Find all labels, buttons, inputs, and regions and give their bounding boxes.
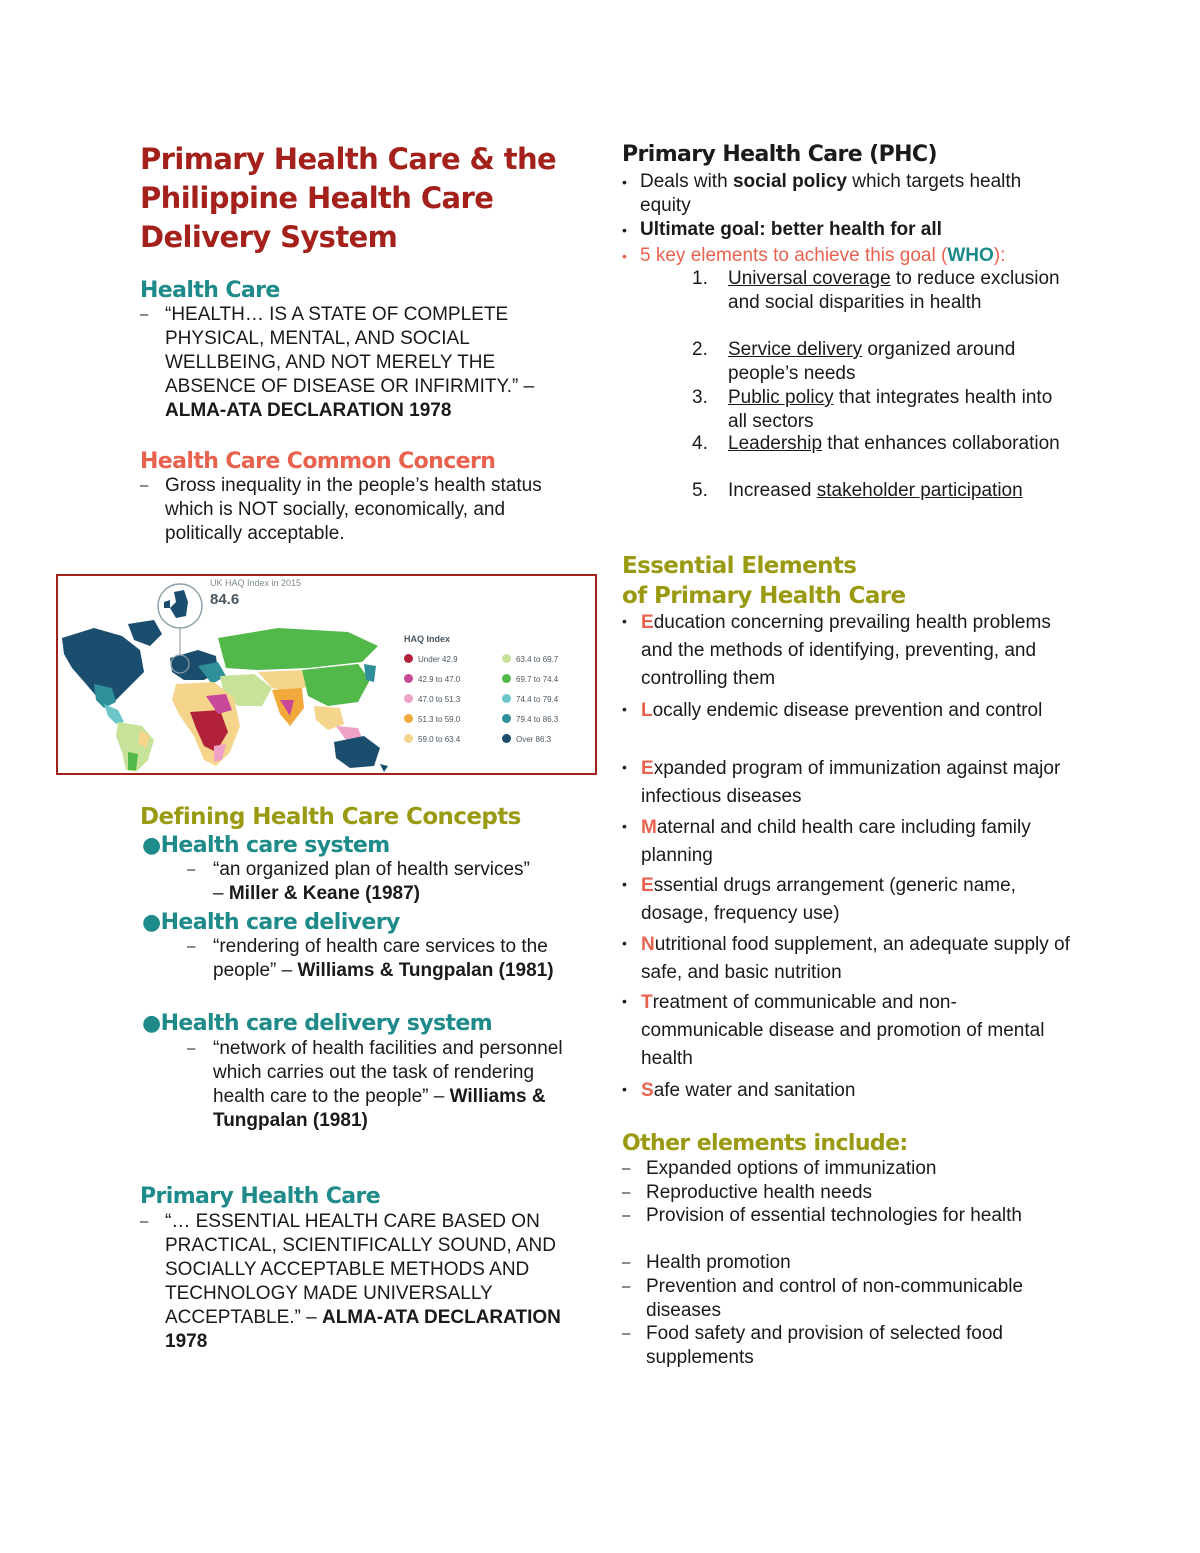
map-title: UK HAQ Index in 2015	[210, 578, 302, 588]
legend-item	[404, 714, 460, 724]
other-element-text: Expanded options of immunization	[646, 1158, 937, 1179]
dash-marker: –	[622, 1325, 631, 1342]
concept-term-health-care-system	[142, 832, 390, 860]
key-element-number: 5.	[692, 480, 708, 501]
concept-definition-3	[187, 1037, 583, 1133]
other-element-text: Provision of essential technologies for health	[646, 1205, 1023, 1226]
common-concern-text-item	[140, 474, 585, 546]
health-care-heading: Health Care	[140, 278, 280, 303]
essential-element-text	[622, 989, 1072, 1073]
health-definition-source: ALMA-ATA DECLARATION 1978	[165, 400, 452, 421]
dash-marker: –	[622, 1160, 631, 1177]
other-element-text: Health promotion	[646, 1252, 791, 1273]
bullet-dot: •	[622, 248, 627, 264]
concept-term-health-care-delivery-system	[142, 1010, 492, 1038]
bullet-dot: •	[622, 818, 627, 834]
concept-term-label: Health care delivery system	[160, 1011, 493, 1036]
essential-element-item	[622, 814, 1072, 870]
essential-element-text	[622, 814, 1072, 870]
essential-first-letter: E	[641, 875, 654, 896]
phc-bullet-social-policy	[622, 170, 1072, 218]
concept-term-health-care-delivery	[142, 909, 400, 937]
essential-element-text	[622, 872, 1072, 928]
key-element-pre: Increased	[728, 480, 817, 501]
who-label: WHO	[947, 245, 994, 266]
concept-source: Williams & Tungpalan (1981)	[213, 1086, 546, 1131]
phc-bullet-ultimate-goal	[622, 218, 1072, 242]
other-element-item	[622, 1251, 1072, 1275]
dash-marker: –	[187, 861, 196, 878]
legend-item	[502, 674, 558, 684]
phc-quote: “… ESSENTIAL HEALTH CARE BASED ON PRACTICAL, SCIENTIFICALLY SOUND, AND SOCIALLY ACCEPTABLE METHODS AND TECHNOLOGY MADE UNIVERSALLY ACCEPTABLE.” –	[165, 1211, 556, 1328]
essential-heading-line1: Essential Elements	[622, 553, 857, 579]
essential-rest: utritional food supplement, an adequate supply of safe, and basic nutrition	[641, 934, 1070, 983]
key-element-item	[622, 386, 1072, 434]
other-element-item	[622, 1322, 1072, 1370]
essential-rest: afe water and sanitation	[653, 1080, 856, 1101]
legend-label: 74.4 to 79.4	[516, 695, 559, 704]
legend-item	[502, 734, 551, 744]
legend-label: 51.3 to 59.0	[418, 715, 461, 724]
key-element-item	[622, 267, 1072, 315]
common-concern-text: Gross inequality in the people’s health status which is NOT socially, economically, and politically acceptable.	[165, 475, 542, 544]
concept-quote: “an organized plan of health services”	[213, 859, 530, 880]
phc-definition	[140, 1210, 585, 1354]
bullet-dot: ●	[142, 1011, 161, 1036]
key-element-term: Public policy	[728, 387, 834, 408]
essential-element-item	[622, 697, 1072, 725]
legend-label: Under 42.9	[418, 655, 458, 664]
key-element-post: organized around people’s needs	[728, 339, 1016, 384]
essential-first-letter: T	[641, 992, 653, 1013]
concept-term-label: Health care system	[160, 833, 390, 858]
concept-definition-2	[187, 935, 608, 983]
essential-element-item	[622, 872, 1072, 928]
key-element-item	[622, 338, 1072, 386]
legend-label: 79.4 to 86.3	[516, 715, 559, 724]
concept-definition-1	[187, 858, 608, 906]
legend-item	[502, 654, 558, 664]
essential-first-letter: S	[641, 1080, 654, 1101]
key-element-term: stakeholder participation	[816, 480, 1023, 501]
bullet-dot: •	[622, 174, 627, 190]
bullet-dot: •	[622, 222, 627, 238]
dash-marker: –	[140, 477, 149, 494]
legend-swatch	[404, 734, 413, 743]
dash-marker: –	[622, 1184, 631, 1201]
legend-title: HAQ Index	[404, 634, 451, 644]
legend-item	[404, 654, 458, 664]
key-element-post: that enhances collaboration	[822, 433, 1060, 454]
legend-label: Over 86.3	[516, 735, 552, 744]
key-element-post: to reduce exclusion and social disparities in health	[728, 268, 1060, 313]
bullet-bold: social policy	[732, 171, 847, 192]
other-element-item	[622, 1204, 1072, 1228]
bullet-text: ):	[993, 245, 1006, 266]
concept-term-label: Health care delivery	[160, 910, 400, 935]
key-element-item	[622, 479, 1072, 503]
essential-rest: ocally endemic disease prevention and control	[652, 700, 1043, 721]
essential-heading-line2: of Primary Health Care	[622, 583, 906, 609]
legend-swatch	[404, 674, 413, 683]
essential-element-item	[622, 931, 1072, 987]
legend-label: 63.4 to 69.7	[516, 655, 559, 664]
dash-marker: –	[140, 306, 149, 323]
key-element-number: 3.	[692, 387, 708, 408]
essential-first-letter: M	[641, 817, 657, 838]
essential-element-item	[622, 609, 1072, 693]
essential-element-text	[622, 931, 1072, 987]
essential-rest: ducation concerning prevailing health problems and the methods of identifying, preventing, and controlling them	[641, 612, 1051, 689]
key-element-text	[622, 432, 1072, 456]
concept-sep: –	[213, 883, 224, 904]
legend-swatch	[502, 674, 511, 683]
key-element-text	[622, 267, 1072, 315]
other-element-item	[622, 1157, 1072, 1181]
legend-label: 69.7 to 74.4	[516, 675, 559, 684]
other-element-item	[622, 1275, 1072, 1323]
essential-first-letter: E	[641, 612, 654, 633]
dash-marker: –	[140, 1213, 149, 1230]
essential-element-item	[622, 1077, 1072, 1105]
other-element-text: Food safety and provision of selected food supplements	[646, 1323, 1004, 1368]
dash-marker: –	[622, 1278, 631, 1295]
legend-swatch	[404, 694, 413, 703]
essential-rest: ssential drugs arrangement (generic name, dosage, frequency use)	[641, 875, 1016, 924]
health-care-definition	[140, 303, 585, 423]
essential-element-text	[622, 755, 1072, 811]
legend-item	[404, 694, 460, 704]
haq-world-map	[56, 574, 597, 775]
bullet-text: 5 key elements to achieve this goal (	[640, 245, 948, 266]
concept-source: Miller & Keane (1987)	[228, 883, 420, 904]
essential-element-item	[622, 755, 1072, 811]
other-elements-heading: Other elements include:	[622, 1131, 908, 1156]
essential-rest: xpanded program of immunization against major infectious diseases	[641, 758, 1061, 807]
bullet-bold: Ultimate goal: better health for all	[640, 219, 942, 240]
legend-item	[404, 734, 460, 744]
essential-first-letter: E	[641, 758, 654, 779]
bullet-dot: •	[622, 935, 627, 951]
essential-rest: reatment of communicable and non-communicable disease and promotion of mental health	[641, 992, 1045, 1069]
essential-element-text	[622, 697, 1072, 725]
legend-label: 59.0 to 63.4	[418, 735, 461, 744]
dash-marker: –	[622, 1254, 631, 1271]
phc-heading: Primary Health Care	[140, 1184, 381, 1209]
concept-quote: “rendering of health care services to the people” –	[213, 936, 548, 981]
dash-marker: –	[187, 938, 196, 955]
key-element-text	[622, 338, 1072, 386]
essential-rest: aternal and child health care including family planning	[641, 817, 1031, 866]
continents	[62, 620, 388, 772]
bullet-dot: •	[622, 613, 627, 629]
common-concern-heading: Health Care Common Concern	[140, 449, 496, 474]
legend-swatch	[502, 714, 511, 723]
legend-label: 47.0 to 51.3	[418, 695, 461, 704]
bullet-text: which targets health equity	[640, 171, 1022, 216]
key-element-number: 1.	[692, 268, 708, 289]
bullet-dot: •	[622, 1081, 627, 1097]
key-element-text	[622, 479, 1072, 503]
essential-element-item	[622, 989, 1072, 1073]
other-element-text: Reproductive health needs	[646, 1182, 873, 1203]
bullet-dot: •	[622, 876, 627, 892]
key-element-number: 4.	[692, 433, 708, 454]
essential-element-text	[622, 1077, 1072, 1105]
key-element-text	[622, 386, 1072, 434]
key-element-item	[622, 432, 1072, 456]
legend-item	[502, 714, 558, 724]
essential-first-letter: N	[641, 934, 655, 955]
bullet-text: Deals with	[640, 171, 728, 192]
bullet-dot: •	[622, 759, 627, 775]
other-element-item	[622, 1181, 1072, 1205]
essential-first-letter: L	[641, 700, 653, 721]
concept-source: Williams & Tungpalan (1981)	[297, 960, 554, 981]
map-value: 84.6	[210, 591, 240, 608]
bullet-dot: •	[622, 701, 627, 717]
phc-right-heading: Primary Health Care (PHC)	[622, 142, 937, 167]
key-element-term: Leadership	[728, 433, 823, 454]
legend-label: 42.9 to 47.0	[418, 675, 461, 684]
key-element-term: Universal coverage	[728, 268, 891, 289]
key-element-term: Service delivery	[728, 339, 863, 360]
key-element-post: that integrates health into all sectors	[728, 387, 1053, 432]
concepts-heading: Defining Health Care Concepts	[140, 804, 521, 830]
other-element-text: Prevention and control of non-communicable diseases	[646, 1276, 1024, 1321]
bullet-dot: ●	[142, 910, 161, 935]
key-element-number: 2.	[692, 339, 708, 360]
bullet-dot: •	[622, 993, 627, 1009]
dash-marker: –	[187, 1040, 196, 1057]
phc-source: ALMA-ATA DECLARATION 1978	[165, 1307, 561, 1352]
legend-item	[404, 674, 460, 684]
health-definition-quote: “HEALTH… IS A STATE OF COMPLETE PHYSICAL, MENTAL, AND SOCIAL WELLBEING, AND NOT MERELY THE ABSENCE OF DISEASE OR INFIRMITY.” –	[165, 304, 535, 397]
phc-bullet-key-elements	[622, 244, 1072, 268]
legend-swatch	[502, 694, 511, 703]
legend-swatch	[502, 734, 511, 743]
bullet-dot: ●	[142, 833, 161, 858]
legend-swatch	[404, 714, 413, 723]
legend-swatch	[502, 654, 511, 663]
essential-element-text	[622, 609, 1072, 693]
dash-marker: –	[622, 1207, 631, 1224]
concept-quote: “network of health facilities and personnel which carries out the task of rendering health care to the people” –	[213, 1038, 563, 1107]
legend-swatch	[404, 654, 413, 663]
legend-item	[502, 694, 558, 704]
page-title: Primary Health Care & the Philippine Health Care Delivery System	[140, 142, 557, 254]
